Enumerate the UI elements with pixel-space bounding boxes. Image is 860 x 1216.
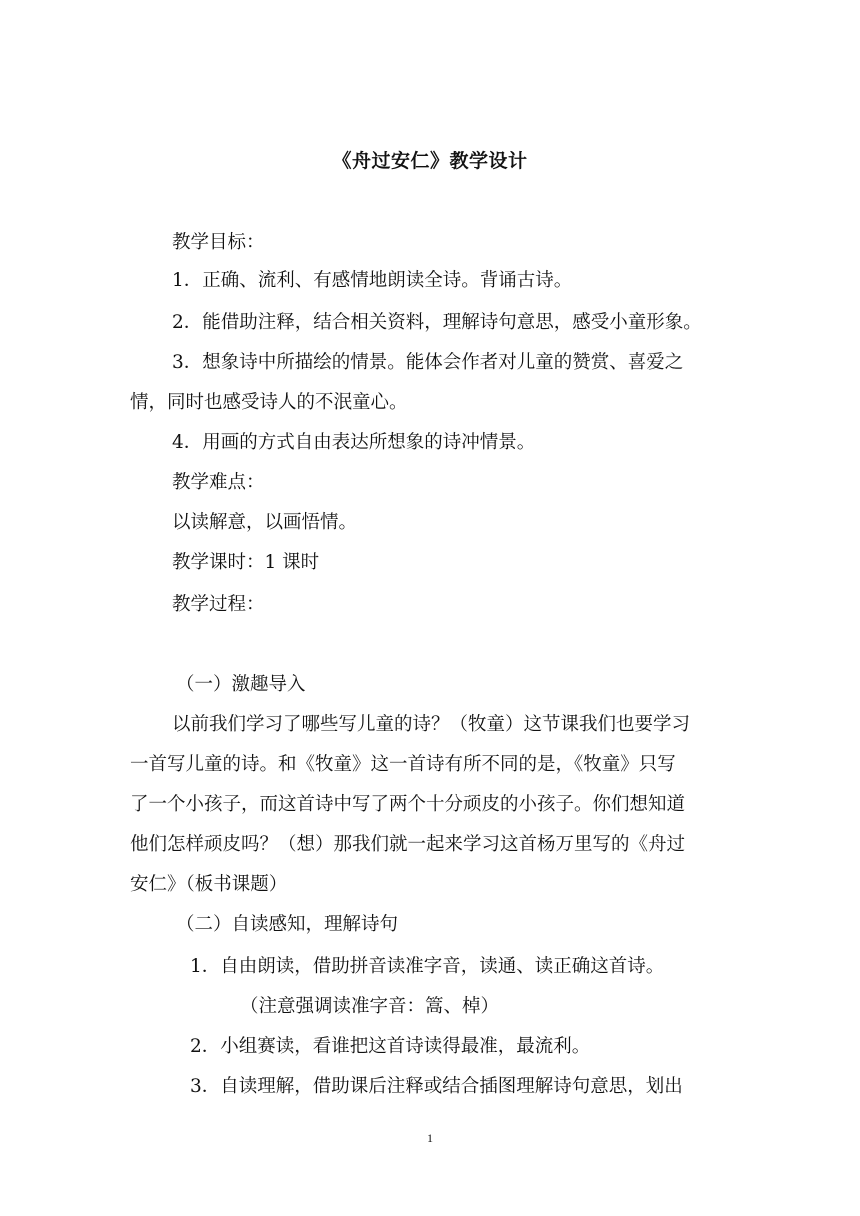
section-heading-difficulties: 教学难点： xyxy=(172,472,265,493)
objective-item-3-continued: 情，同时也感受诗人的不泯童心。 xyxy=(130,392,408,413)
step-item-3: 3．自读理解，借助课后注释或结合插图理解诗句意思，划出 xyxy=(190,1076,683,1097)
paragraph-line: 安仁》（板书课题） xyxy=(130,874,288,895)
step-item-2: 2．小组赛读，看谁把这首诗读得最准，最流利。 xyxy=(190,1036,591,1057)
paragraph-line: 他们怎样顽皮吗？（想）那我们就一起来学习这首杨万里写的《舟过 xyxy=(130,834,686,855)
paragraph-line: 了一个小孩子，而这首诗中写了两个十分顽皮的小孩子。你们想知道 xyxy=(130,794,686,815)
step-item-1-note: （注意强调读准字音：篙、棹） xyxy=(240,996,500,1017)
objective-item-1: 1．正确、流利、有感情地朗读全诗。背诵古诗。 xyxy=(172,270,573,291)
section-heading-process: 教学过程： xyxy=(172,594,265,615)
section-heading-objectives: 教学目标： xyxy=(172,232,265,253)
document-title: 《舟过安仁》教学设计 xyxy=(332,150,528,172)
paragraph-line: 一首写儿童的诗。和《牧童》这一首诗有所不同的是，《牧童》只写 xyxy=(130,754,676,775)
objective-item-3: 3．想象诗中所描绘的情景。能体会作者对儿童的赞赏、喜爱之 xyxy=(172,352,684,373)
objective-item-4: 4．用画的方式自由表达所想象的诗冲情景。 xyxy=(172,432,536,453)
page-number: 1 xyxy=(427,1131,433,1145)
step-heading-2: （二）自读感知，理解诗句 xyxy=(176,914,399,935)
step-heading-1: （一）激趣导入 xyxy=(176,674,306,695)
difficulties-text: 以读解意，以画悟情。 xyxy=(172,512,358,533)
objective-item-2: 2．能借助注释，结合相关资料，理解诗句意思，感受小童形象。 xyxy=(172,312,702,333)
step-item-1: 1．自由朗读，借助拼音读准字音，读通、读正确这首诗。 xyxy=(190,956,665,977)
paragraph-line: 以前我们学习了哪些写儿童的诗？（牧童）这节课我们也要学习 xyxy=(172,714,691,735)
class-hours: 教学课时：1 课时 xyxy=(172,552,320,573)
